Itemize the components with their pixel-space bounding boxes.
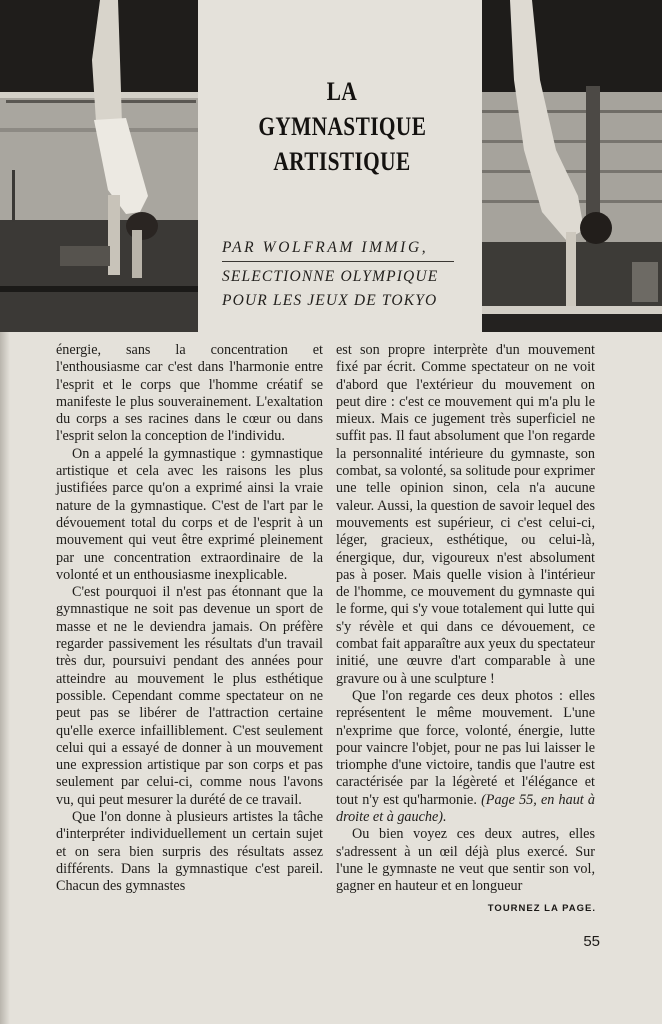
article-title <box>258 74 425 179</box>
paragraph: On a appelé la gymnastique : gymnastique artistique et cela avec les raisons les plus justifiées parce qu'on a exprimé ainsi la vraie nature de la gymnastique. C'est de l'art par le dévouement total du corps et de l'esprit à un mouvement qui veut être exprimé pleinement par une concentration extraordinaire de la volonté et un enthousiasme inexplicable. <box>56 445 323 583</box>
paragraph: Ou bien voyez ces deux autres, elles s'adressent à un œil déjà plus exercé. Sur l'une le gymnaste ne veut que sentir son vol, gagner en hauteur et en longueur <box>336 826 595 895</box>
title-line-3: ARTISTIQUE <box>273 147 411 176</box>
title-line-2: GYMNASTIQUE <box>258 112 427 141</box>
paragraph: énergie, sans la concentration et l'enthousiasme car c'est dans l'harmonie entre l'esprit et le corps que l'homme créatif se manifeste le plus souverainement. L'exaltation du corps a ses racines dans le cœur ou dans l'esprit selon la conception de l'individu. <box>56 342 323 445</box>
byline-rule <box>222 261 454 262</box>
paragraph-text: Que l'on regarde ces deux photos : elles représentent le même mouvement. L'une n'exprime que force, volonté, énergie, lutte pour vaincre l'objet, pour ne pas lui laisser le triomphe d'une victoire, tandis que l'autre est caractérisée par la légèreté et l'élégance et tout n'y est qu'harmonie. <box>336 687 595 808</box>
byline-line-3: POUR LES JEUX DE TOKYO <box>222 292 438 309</box>
text-column-right <box>336 342 595 896</box>
page-number: 55 <box>583 933 600 950</box>
photo-reference: (Page 55, en haut à droite et à gauche). <box>336 791 595 826</box>
byline-line-2: SELECTIONNE OLYMPIQUE <box>222 268 439 285</box>
turn-page-note: TOURNEZ LA PAGE. <box>487 903 596 914</box>
title-line-1: LA <box>326 77 358 106</box>
paragraph <box>336 688 595 826</box>
article-byline <box>222 236 458 313</box>
paragraph: est son propre interprète d'un mouvement fixé par écrit. Comme spectateur on ne voit d'abord que l'extérieur du mouvement on peut dire : c'est ce mouvement qui m'a plu le mieux. Mais ce jugement très superficiel ne suffit pas. Il faut absolument que l'on regarde la personnalité intérieure du gymnaste, son combat, sa volonté, sa solitude pour exprimer une telle opinion sinon, cela n'a aucune valeur. Aussi, la question de savoir lequel des mouvements est supérieur, ci c'est celui-ci, léger, gracieux, esthétique, ou celui-là, énergique, dur, vigoureux n'est absolument pas à poser. Mais quelle vision à l'intérieur de l'homme, ce mouvement du gymnaste qui le forme, qui s'y voue totalement qui lutte qui s'y révèle et qui dans ce dévouement, ce combat fait apparaître aux yeux du spectateur initié, une œuvre d'art comparable à une gravure ou à une sculpture ! <box>336 342 595 687</box>
photo-left-image <box>0 0 198 332</box>
paragraph: Que l'on donne à plusieurs artistes la tâche d'interpréter individuellement un certain sujet et on sera bien surpris des résultats assez différents. Dans la gymnastique c'est pareil. Chacun des gymnastes <box>56 809 323 895</box>
byline-author: PAR WOLFRAM IMMIG, <box>222 239 429 256</box>
paragraph: C'est pourquoi il n'est pas étonnant que la gymnastique ne soit pas devenue un sport de masse et ne le deviendra jamais. On préfère regarder passivement les résultats d'un travail très dur, poursuivi pendant des années pour atteindre au mouvement le plus esthétique possible. Cependant comme spectateur on ne peut pas se libérer de l'attraction certaine qu'elle exerce infailliblement. C'est seulement celui qui a essayé de donner à un mouvement une expression artistique par son corps et pas seulement par celui-ci, comme nous l'avons vu, qui peut mesurer la durété de ce travail. <box>56 584 323 808</box>
text-column-left <box>56 342 323 896</box>
photo-left-gymnast <box>0 0 198 332</box>
photo-right-gymnast <box>482 0 662 332</box>
page-gutter-shadow <box>0 332 10 1024</box>
photo-right-image <box>482 0 662 332</box>
